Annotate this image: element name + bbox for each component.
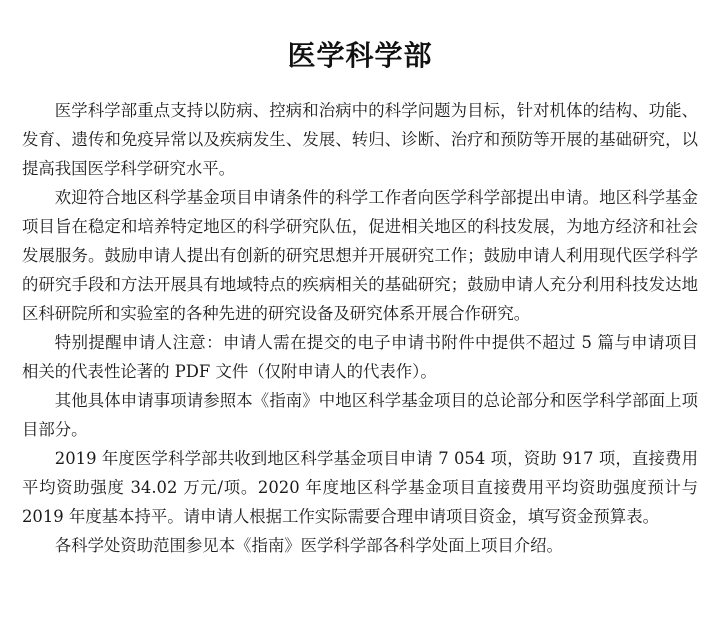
paragraph-welcome: 欢迎符合地区科学基金项目申请条件的科学工作者向医学科学部提出申请。地区科学基金项目旨在稳定和培养特定地区的科学研究队伍，促进相关地区的科技发展，为地方经济和社会发展服务。鼓励申请人提出有创新的研究思想并开展研究工作；鼓励申请人利用现代医学科学的研究手段和方法开展具有地域特点的疾病相关的基础研究；鼓励申请人充分利用科技发达地区科研院所和实验室的各种先进的研究设备及研究体系开展合作研究。 bbox=[22, 188, 698, 323]
paragraph-special-notice: 特别提醒申请人注意：申请人需在提交的电子申请书附件中提供不超过 5 篇与申请项目相关的代表性论著的 PDF 文件（仅附申请人的代表作）。 bbox=[22, 333, 698, 381]
paragraph-funding-statistics: 2019 年度医学科学部共收到地区科学基金项目申请 7 054 项，资助 917 项，直接费用平均资助强度 34.02 万元/项。2020 年度地区科学基金项目直接费用平均资助强度预计与 2019 年度基本持平。请申请人根据工作实际需要合理申请项目资金，填写资金预算表。 bbox=[22, 449, 698, 526]
paragraph-overview: 医学科学部重点支持以防病、控病和治病中的科学问题为目标，针对机体的结构、功能、发育、遗传和免疫异常以及疾病发生、发展、转归、诊断、治疗和预防等开展的基础研究，以提高我国医学科学研究水平。 bbox=[22, 101, 698, 178]
paragraph-funding-scope: 各科学处资助范围参见本《指南》医学科学部各科学处面上项目介绍。 bbox=[54, 536, 563, 555]
page-title: 医学科学部 bbox=[287, 39, 433, 72]
paragraph-other-matters: 其他具体申请事项请参照本《指南》中地区科学基金项目的总论部分和医学科学部面上项目部分。 bbox=[22, 391, 698, 439]
